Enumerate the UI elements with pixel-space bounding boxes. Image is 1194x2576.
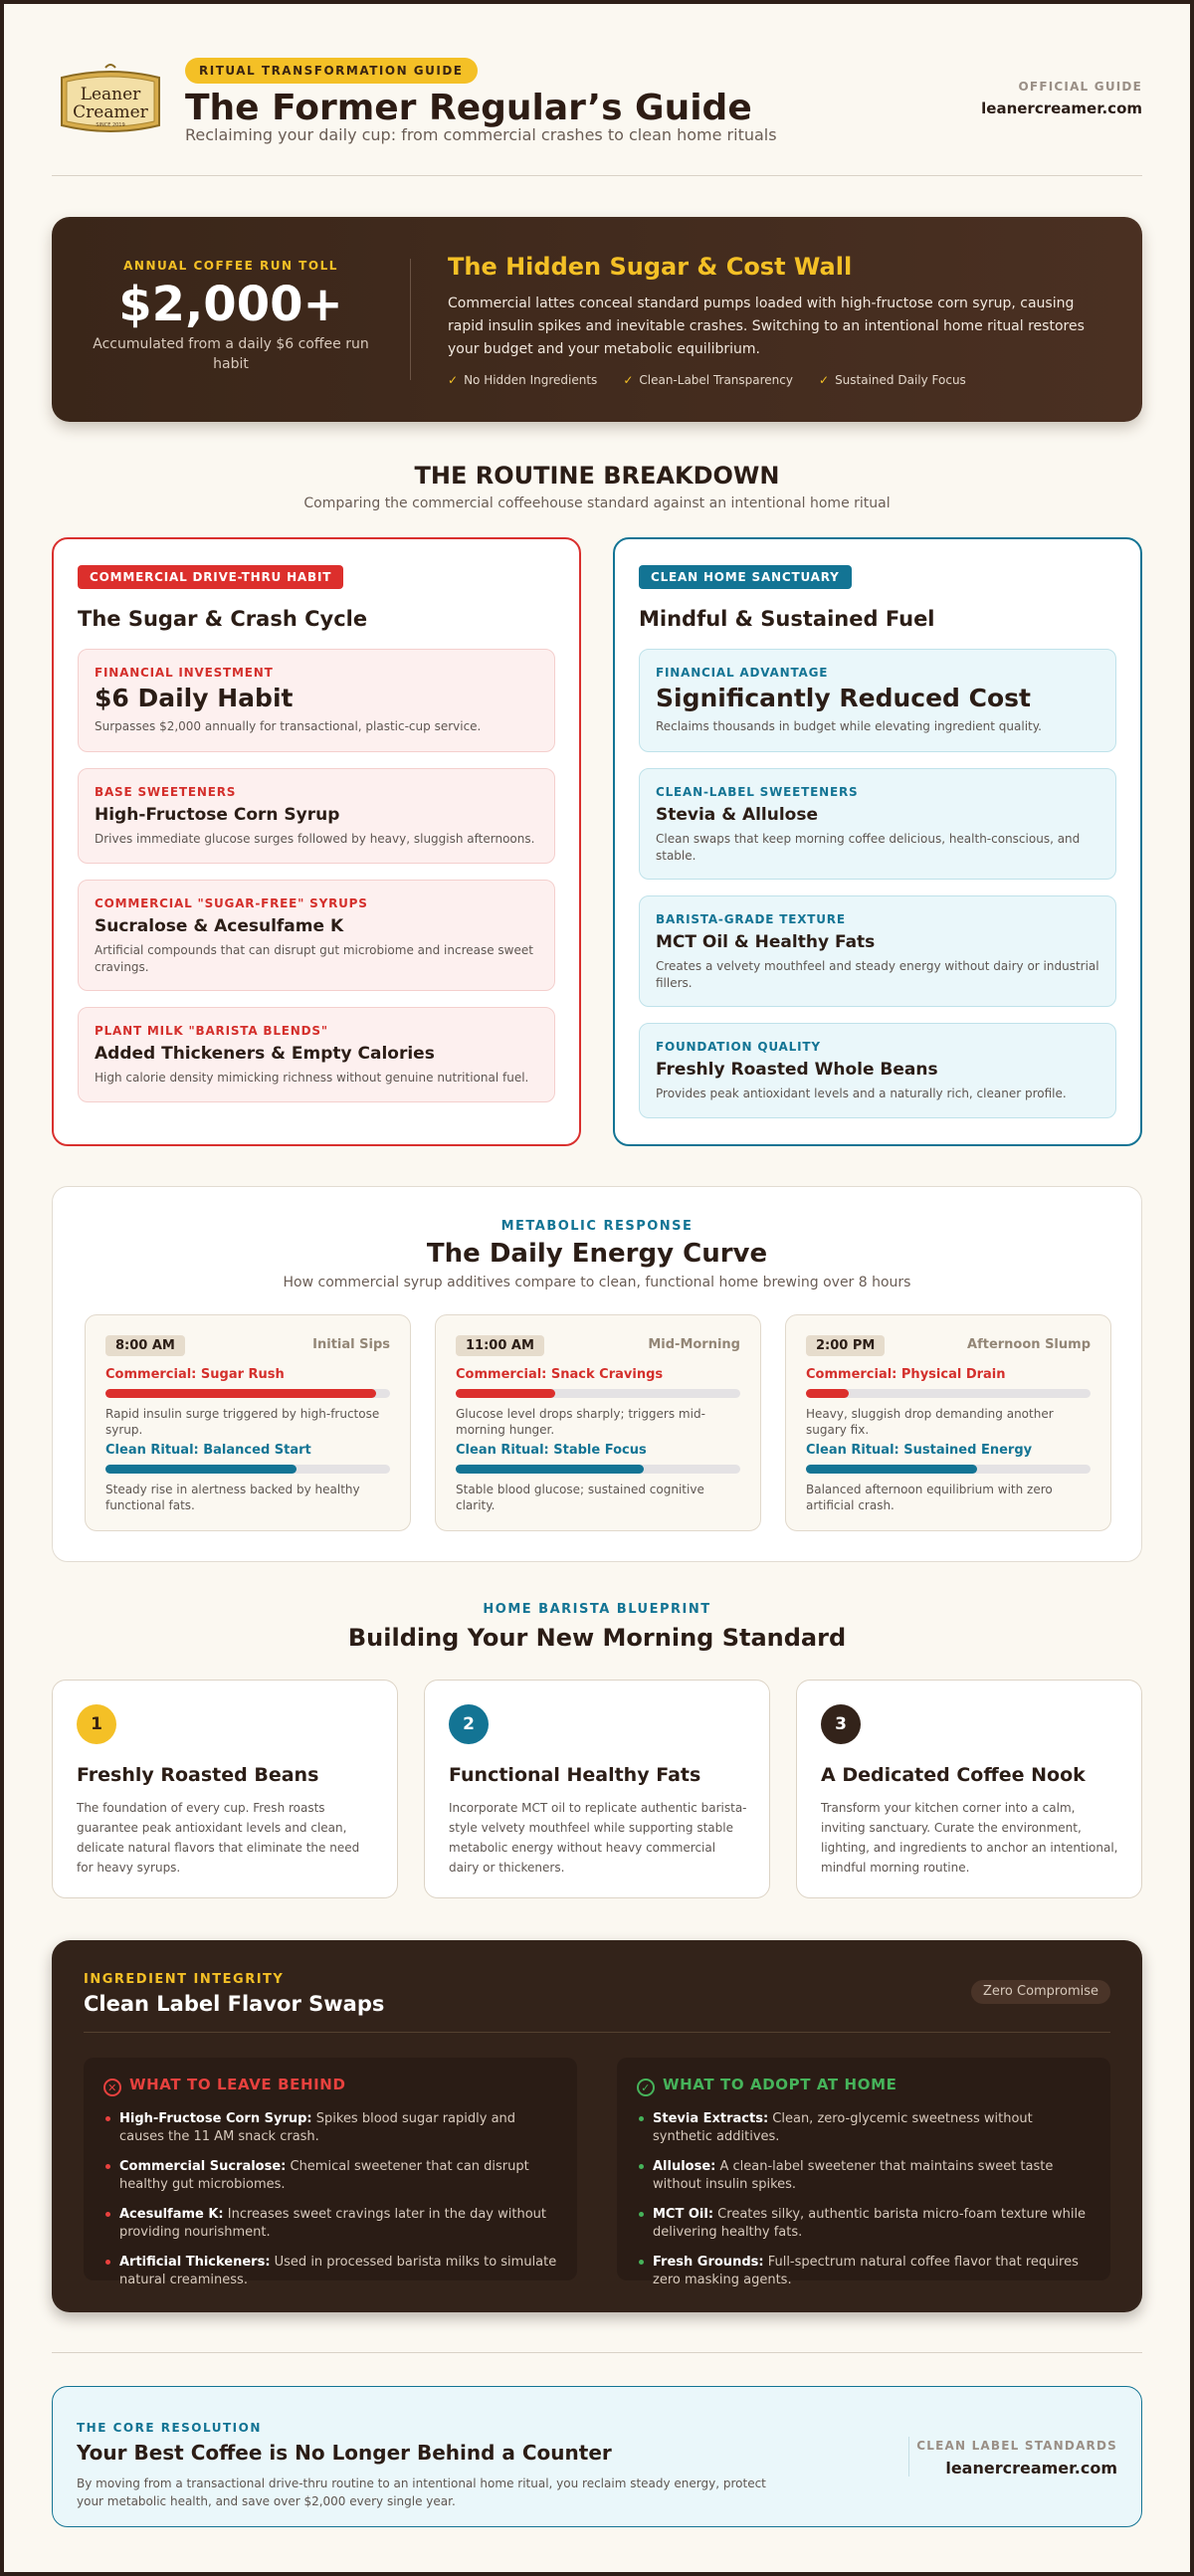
hero-stat-amount: $2,000+ <box>118 277 343 332</box>
card-label: FINANCIAL INVESTMENT <box>95 666 274 680</box>
energy-track <box>806 1465 1091 1474</box>
resolution-right <box>916 2439 1117 2477</box>
card-label: FOUNDATION QUALITY <box>656 1040 821 1054</box>
slot-time: 11:00 AM <box>456 1335 544 1356</box>
list-item: Stevia Extracts: Clean, zero-glycemic sweetness without synthetic additives. <box>637 2110 1091 2146</box>
card-desc: Surpasses $2,000 annually for transactional, plastic-cup service. <box>95 719 482 733</box>
home-card-beans <box>639 1023 1116 1118</box>
core-resolution-panel <box>52 2386 1142 2527</box>
card-title: Stevia & Allulose <box>656 805 819 825</box>
commercial-bar-desc: Heavy, sluggish drop demanding another sugary fix. <box>806 1407 1054 1437</box>
card-label: BARISTA-GRADE TEXTURE <box>656 912 846 926</box>
hero-stat-sub: Accumulated from a daily $6 coffee run habit <box>93 336 369 372</box>
step-number: 2 <box>449 1704 489 1744</box>
commercial-card-cost <box>78 649 555 752</box>
card-label: FINANCIAL ADVANTAGE <box>656 666 829 680</box>
svg-text:SINCE 2019: SINCE 2019 <box>96 122 125 128</box>
energy-track <box>456 1389 740 1398</box>
close-circle-icon: ✕ <box>103 2079 121 2096</box>
energy-slot <box>435 1314 761 1531</box>
guide-badge: RITUAL TRANSFORMATION GUIDE <box>185 58 478 84</box>
commercial-bar-desc: Rapid insulin surge triggered by high-fructose syrup. <box>105 1407 380 1437</box>
routine-subtitle: Comparing the commercial coffeehouse standard against an intentional home ritual <box>303 495 891 511</box>
card-label: PLANT MILK "BARISTA BLENDS" <box>95 1024 328 1038</box>
card-title: Significantly Reduced Cost <box>656 684 1032 712</box>
blueprint-step <box>424 1680 770 1898</box>
commercial-column <box>52 537 581 1146</box>
hero-check: ✓ No Hidden Ingredients <box>448 373 598 387</box>
clean-energy-fill <box>456 1465 644 1474</box>
official-guide-label: OFFICIAL GUIDE <box>1018 80 1142 94</box>
commercial-bar-group <box>806 1367 1091 1438</box>
commercial-card-plant-milk <box>78 1007 555 1102</box>
resolution-label: THE CORE RESOLUTION <box>77 2421 262 2435</box>
slot-phase: Initial Sips <box>312 1337 390 1352</box>
card-desc: Artificial compounds that can disrupt gut microbiome and increase sweet cravings. <box>95 943 533 974</box>
commercial-energy-fill <box>456 1389 555 1398</box>
blueprint-title: Building Your New Morning Standard <box>347 1624 847 1652</box>
commercial-heading: The Sugar & Crash Cycle <box>78 607 368 631</box>
list-item: Commercial Sucralose: Chemical sweetener that can disrupt healthy gut microbiomes. <box>103 2158 557 2194</box>
swaps-title: Clean Label Flavor Swaps <box>84 1992 385 2016</box>
svg-text:Leaner: Leaner <box>80 85 141 104</box>
card-desc: Clean swaps that keep morning coffee delicious, health-conscious, and stable. <box>656 832 1081 863</box>
card-title: Sucralose & Acesulfame K <box>95 916 344 936</box>
clean-bar-desc: Stable blood glucose; sustained cognitive clarity. <box>456 1483 704 1512</box>
hero-check: ✓ Sustained Daily Focus <box>819 373 966 387</box>
step-number: 1 <box>77 1704 116 1744</box>
check-icon: ✓ <box>819 373 830 387</box>
card-desc: Provides peak antioxidant levels and a naturally rich, cleaner profile. <box>656 1087 1067 1100</box>
step-desc: The foundation of every cup. Fresh roasts guarantee peak antioxidant levels and clean, delicate natural flavors that eliminate the need for heavy syrups. <box>77 1801 360 1875</box>
energy-title: The Daily Energy Curve <box>426 1239 768 1269</box>
check-icon: ✓ <box>448 373 459 387</box>
energy-track <box>456 1465 740 1474</box>
card-label: CLEAN-LABEL SWEETENERS <box>656 785 859 799</box>
home-column <box>613 537 1142 1146</box>
card-desc: Creates a velvety mouthfeel and steady energy without dairy or industrial fillers. <box>656 959 1099 990</box>
hero-title: The Hidden Sugar & Cost Wall <box>448 253 853 281</box>
slot-time: 2:00 PM <box>806 1335 885 1356</box>
card-title: MCT Oil & Healthy Fats <box>656 932 876 952</box>
hero-content <box>448 253 1104 387</box>
blueprint-label: HOME BARISTA BLUEPRINT <box>483 1602 711 1617</box>
card-label: COMMERCIAL "SUGAR-FREE" SYRUPS <box>95 896 368 910</box>
energy-track <box>105 1389 390 1398</box>
check-icon: ✓ <box>623 373 634 387</box>
commercial-card-sweeteners <box>78 768 555 864</box>
step-title: Functional Healthy Fats <box>449 1764 701 1786</box>
slot-phase: Afternoon Slump <box>967 1337 1091 1352</box>
energy-subtitle: How commercial syrup additives compare to clean, functional home brewing over 8 hours <box>283 1275 911 1290</box>
leave-behind-heading: ✕ WHAT TO LEAVE BEHIND <box>103 2076 557 2096</box>
adopt-list <box>637 2110 1091 2289</box>
resolution-title: Your Best Coffee is No Longer Behind a Counter <box>77 2441 612 2465</box>
commercial-bar-label: Commercial: Sugar Rush <box>105 1367 285 1382</box>
list-item: Fresh Grounds: Full-spectrum natural coffee flavor that requires zero masking agents. <box>637 2254 1091 2289</box>
header <box>52 58 1142 157</box>
card-desc: Reclaims thousands in budget while elevating ingredient quality. <box>656 719 1042 733</box>
clean-bar-group <box>456 1443 740 1513</box>
adopt-heading: ✓ WHAT TO ADOPT AT HOME <box>637 2076 1091 2096</box>
commercial-energy-fill <box>105 1389 376 1398</box>
clean-bar-desc: Steady rise in alertness backed by healthy functional fats. <box>105 1483 360 1512</box>
card-title: Added Thickeners & Empty Calories <box>95 1044 435 1064</box>
card-title: $6 Daily Habit <box>95 684 294 712</box>
slot-phase: Mid-Morning <box>648 1337 740 1352</box>
energy-slot <box>785 1314 1111 1531</box>
footer-divider <box>52 2352 1142 2353</box>
card-desc: High calorie density mimicking richness without genuine nutritional fuel. <box>95 1071 529 1085</box>
hero-checks <box>448 373 1104 387</box>
list-item: Artificial Thickeners: Used in processed barista milks to simulate natural creaminess. <box>103 2254 557 2289</box>
check-circle-icon: ✓ <box>637 2079 655 2096</box>
list-item: Allulose: A clean-label sweetener that maintains sweet taste without insulin spikes. <box>637 2158 1091 2194</box>
page-title: The Former Regular’s Guide <box>185 88 752 128</box>
site-link[interactable]: leanercreamer.com <box>981 99 1142 117</box>
commercial-bar-label: Commercial: Physical Drain <box>806 1367 1006 1382</box>
leave-behind-box <box>84 2058 577 2287</box>
energy-track <box>105 1465 390 1474</box>
blueprint-step <box>52 1680 398 1898</box>
hero-check: ✓ Clean-Label Transparency <box>623 373 793 387</box>
commercial-pill: COMMERCIAL DRIVE-THRU HABIT <box>78 565 343 589</box>
leave-behind-list <box>103 2110 557 2289</box>
commercial-bar-desc: Glucose level drops sharply; triggers mid-morning hunger. <box>456 1407 705 1437</box>
step-desc: Incorporate MCT oil to replicate authentic barista-style velvety mouthfeel while supporting stable metabolic energy without heavy commercial dairy or thickeners. <box>449 1801 747 1875</box>
page-subtitle: Reclaiming your daily cup: from commercial crashes to clean home rituals <box>185 125 777 144</box>
clean-bar-desc: Balanced afternoon equilibrium with zero artificial crash. <box>806 1483 1053 1512</box>
card-title: Freshly Roasted Whole Beans <box>656 1060 938 1080</box>
energy-curve-panel <box>52 1186 1142 1562</box>
hero-body: Commercial lattes conceal standard pumps loaded with high-fructose corn syrup, causing rapid insulin spikes and inevitable crashes. Switching to an intentional home ritual restores your budget and your metabolic equilibrium. <box>448 296 1085 357</box>
card-title: High-Fructose Corn Syrup <box>95 805 340 825</box>
zero-compromise-badge: Zero Compromise <box>971 1980 1110 2004</box>
leaner-creamer-logo <box>56 64 165 143</box>
commercial-bar-group <box>105 1367 390 1438</box>
clean-bar-group <box>105 1443 390 1513</box>
commercial-bar-label: Commercial: Snack Cravings <box>456 1367 664 1382</box>
commercial-energy-fill <box>806 1389 849 1398</box>
card-desc: Drives immediate glucose surges followed by heavy, sluggish afternoons. <box>95 832 535 846</box>
energy-slot <box>85 1314 411 1531</box>
list-item: High-Fructose Corn Syrup: Spikes blood sugar rapidly and causes the 11 AM snack crash. <box>103 2110 557 2146</box>
page <box>4 4 1190 2572</box>
list-item: MCT Oil: Creates silky, authentic barista micro-foam texture while delivering healthy fats. <box>637 2206 1091 2242</box>
adopt-at-home-box <box>617 2058 1110 2287</box>
header-right <box>981 80 1142 117</box>
hero-stat-label: ANNUAL COFFEE RUN TOLL <box>123 259 338 273</box>
home-card-sweeteners <box>639 768 1116 880</box>
clean-label-standards: CLEAN LABEL STANDARDS <box>916 2439 1117 2453</box>
home-heading: Mindful & Sustained Fuel <box>639 607 935 631</box>
footer-site-link[interactable]: leanercreamer.com <box>945 2459 1117 2477</box>
svg-text:Creamer: Creamer <box>73 102 148 122</box>
slot-time: 8:00 AM <box>105 1335 185 1356</box>
commercial-bar-group <box>456 1367 740 1438</box>
blueprint-step <box>796 1680 1142 1898</box>
list-item: Acesulfame K: Increases sweet cravings later in the day without providing nourishment. <box>103 2206 557 2242</box>
clean-bar-label: Clean Ritual: Balanced Start <box>105 1443 311 1458</box>
routine-title: THE ROUTINE BREAKDOWN <box>414 462 780 490</box>
swaps-label: INGREDIENT INTEGRITY <box>84 1972 285 1987</box>
clean-bar-group <box>806 1443 1091 1513</box>
hero-divider <box>410 259 411 380</box>
step-desc: Transform your kitchen corner into a calm, inviting sanctuary. Curate the environment, lighting, and ingredients to anchor an intentional, mindful morning routine. <box>821 1801 1118 1875</box>
flavor-swaps-panel <box>52 1940 1142 2312</box>
energy-track <box>806 1389 1091 1398</box>
home-pill: CLEAN HOME SANCTUARY <box>639 565 852 589</box>
resolution-divider <box>908 2437 909 2477</box>
clean-bar-label: Clean Ritual: Stable Focus <box>456 1443 647 1458</box>
header-divider <box>52 175 1142 176</box>
home-card-texture <box>639 895 1116 1007</box>
energy-label: METABOLIC RESPONSE <box>500 1219 694 1234</box>
step-title: A Dedicated Coffee Nook <box>821 1764 1086 1786</box>
clean-bar-label: Clean Ritual: Sustained Energy <box>806 1443 1033 1458</box>
clean-energy-fill <box>806 1465 977 1474</box>
step-number: 3 <box>821 1704 861 1744</box>
card-label: BASE SWEETENERS <box>95 785 237 799</box>
hero-banner <box>52 217 1142 422</box>
clean-energy-fill <box>105 1465 297 1474</box>
step-title: Freshly Roasted Beans <box>77 1764 319 1786</box>
commercial-card-syrups <box>78 880 555 991</box>
hero-stat <box>82 259 380 374</box>
swaps-divider <box>84 2032 1110 2033</box>
home-card-cost <box>639 649 1116 752</box>
resolution-body: By moving from a transactional drive-thru routine to an intentional home ritual, you reclaim steady energy, protect your metabolic health, and save over $2,000 every single year. <box>77 2477 766 2508</box>
